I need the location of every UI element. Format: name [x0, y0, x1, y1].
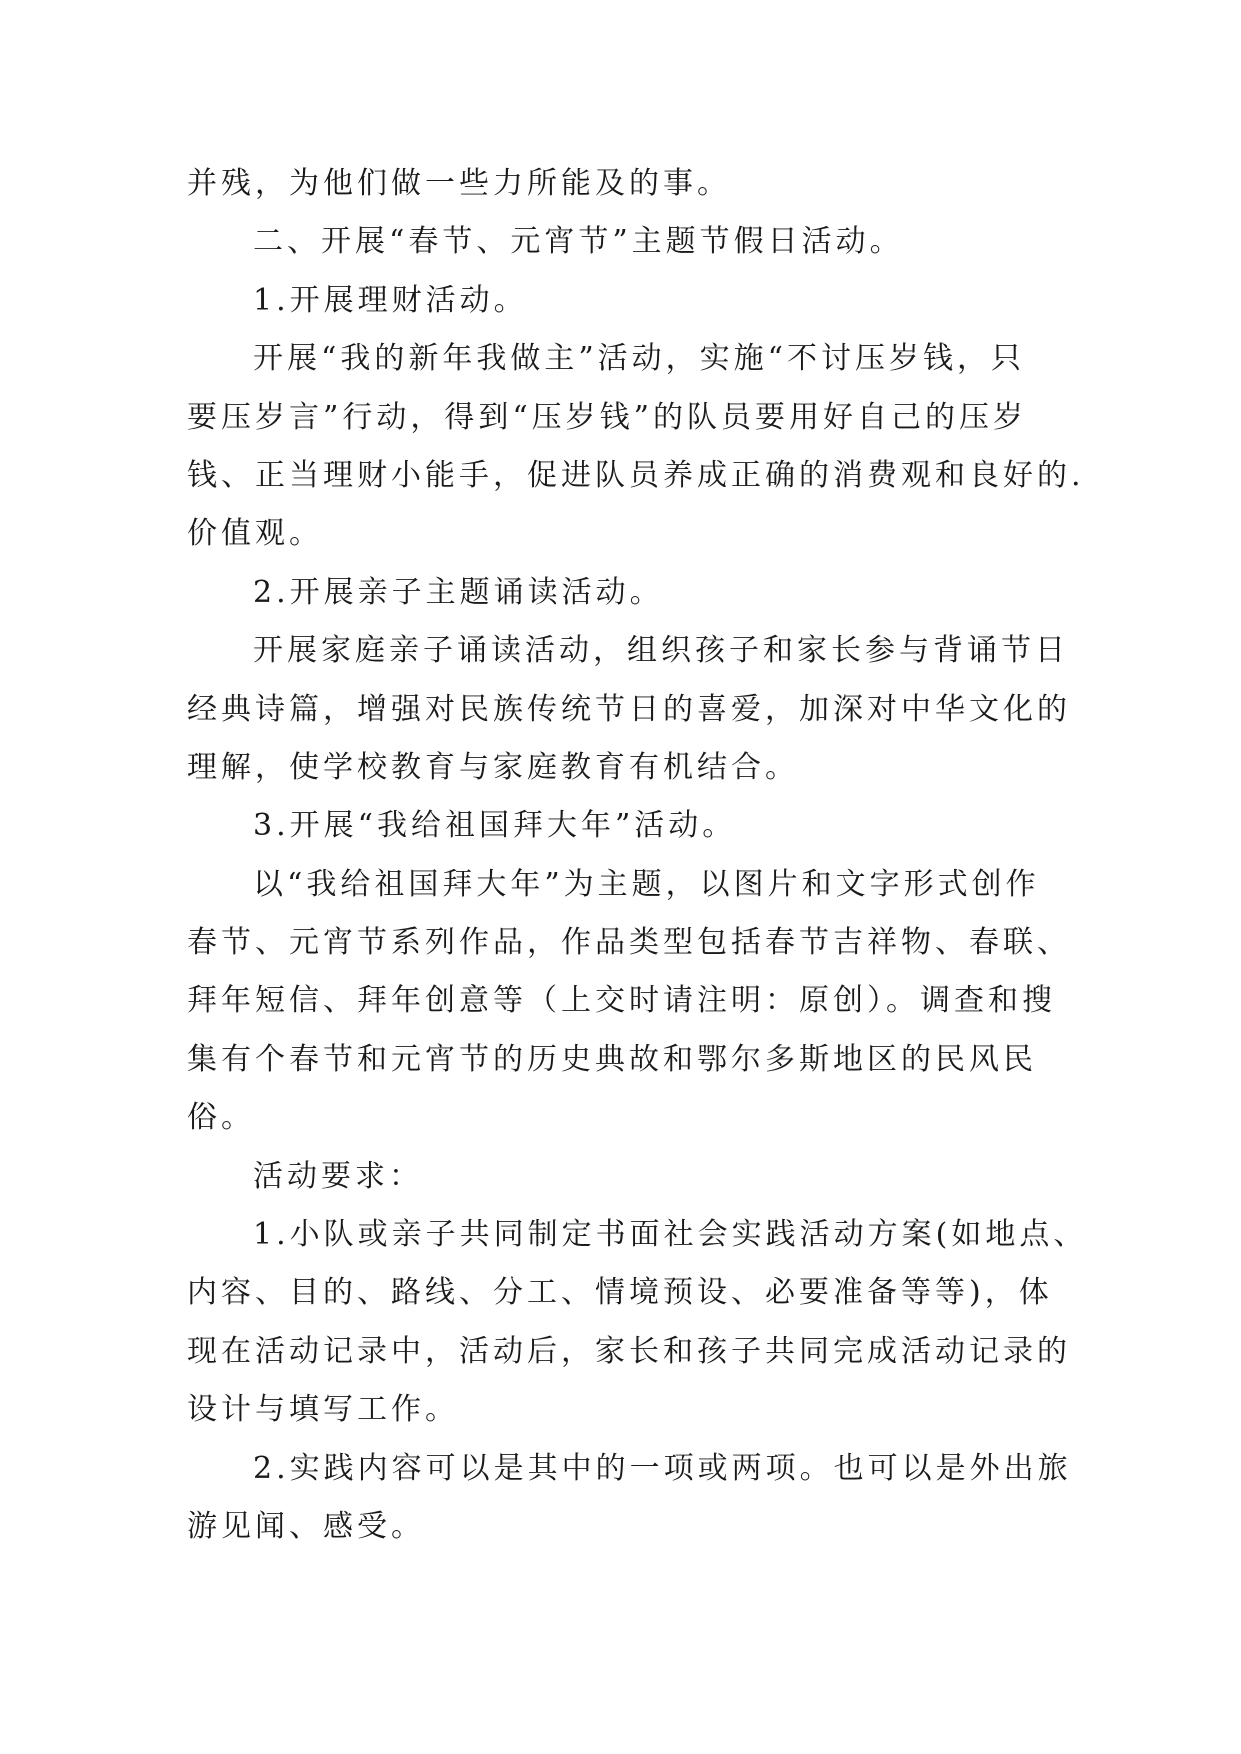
subsection-heading: 3.开展“我给祖国拜大年”活动。	[253, 808, 737, 844]
subsection-heading: 2.开展亲子主题诵读活动。	[253, 574, 664, 610]
document-body	[187, 155, 1088, 1556]
text-line: 钱、正当理财小能手，促进队员养成正确的消费观和良好的.	[187, 457, 1085, 493]
text-line: 2.实践内容可以是其中的一项或两项。也可以是外出旅	[253, 1450, 1072, 1486]
text-line: 并残，为他们做一些力所能及的事。	[187, 166, 731, 201]
text-line: 理解，使学校教育与家庭教育有机结合。	[187, 749, 799, 785]
requirements-heading: 活动要求：	[253, 1158, 423, 1194]
text-line: 俗。	[187, 1100, 255, 1136]
text-line: 集有个春节和元宵节的历史典故和鄂尔多斯地区的民风民	[187, 1041, 1037, 1077]
text-line: 内容、目的、路线、分工、情境预设、必要准备等等)，体	[187, 1275, 1053, 1311]
text-line: 拜年短信、拜年创意等（上交时请注明：原创）。调查和搜	[187, 983, 1056, 1019]
text-line: 春节、元宵节系列作品，作品类型包括春节吉祥物、春联、	[187, 925, 1071, 961]
text-line: 开展“我的新年我做主”活动，实施“不讨压岁钱，只	[253, 341, 1026, 377]
text-line: 价值观。	[187, 516, 323, 552]
text-line: 现在活动记录中，活动后，家长和孩子共同完成活动记录的	[187, 1333, 1071, 1369]
text-line: 经典诗篇，增强对民族传统节日的喜爱，加深对中华文化的	[187, 691, 1071, 727]
text-line: 开展家庭亲子诵读活动，组织孩子和家长参与背诵节日	[253, 633, 1069, 669]
text-line: 设计与填写工作。	[187, 1392, 459, 1428]
text-line: 1.小队或亲子共同制定书面社会实践活动方案(如地点、	[253, 1217, 1088, 1253]
text-line: 游见闻、感受。	[187, 1508, 425, 1544]
text-line: 以“我给祖国拜大年”为主题，以图片和文字形式创作	[253, 866, 1040, 902]
section-heading: 二、开展“春节、元宵节”主题节假日活动。	[253, 224, 904, 260]
text-line: 要压岁言”行动，得到“压岁钱”的队员要用好自己的压岁	[187, 399, 1028, 435]
subsection-heading: 1.开展理财活动。	[253, 282, 528, 318]
